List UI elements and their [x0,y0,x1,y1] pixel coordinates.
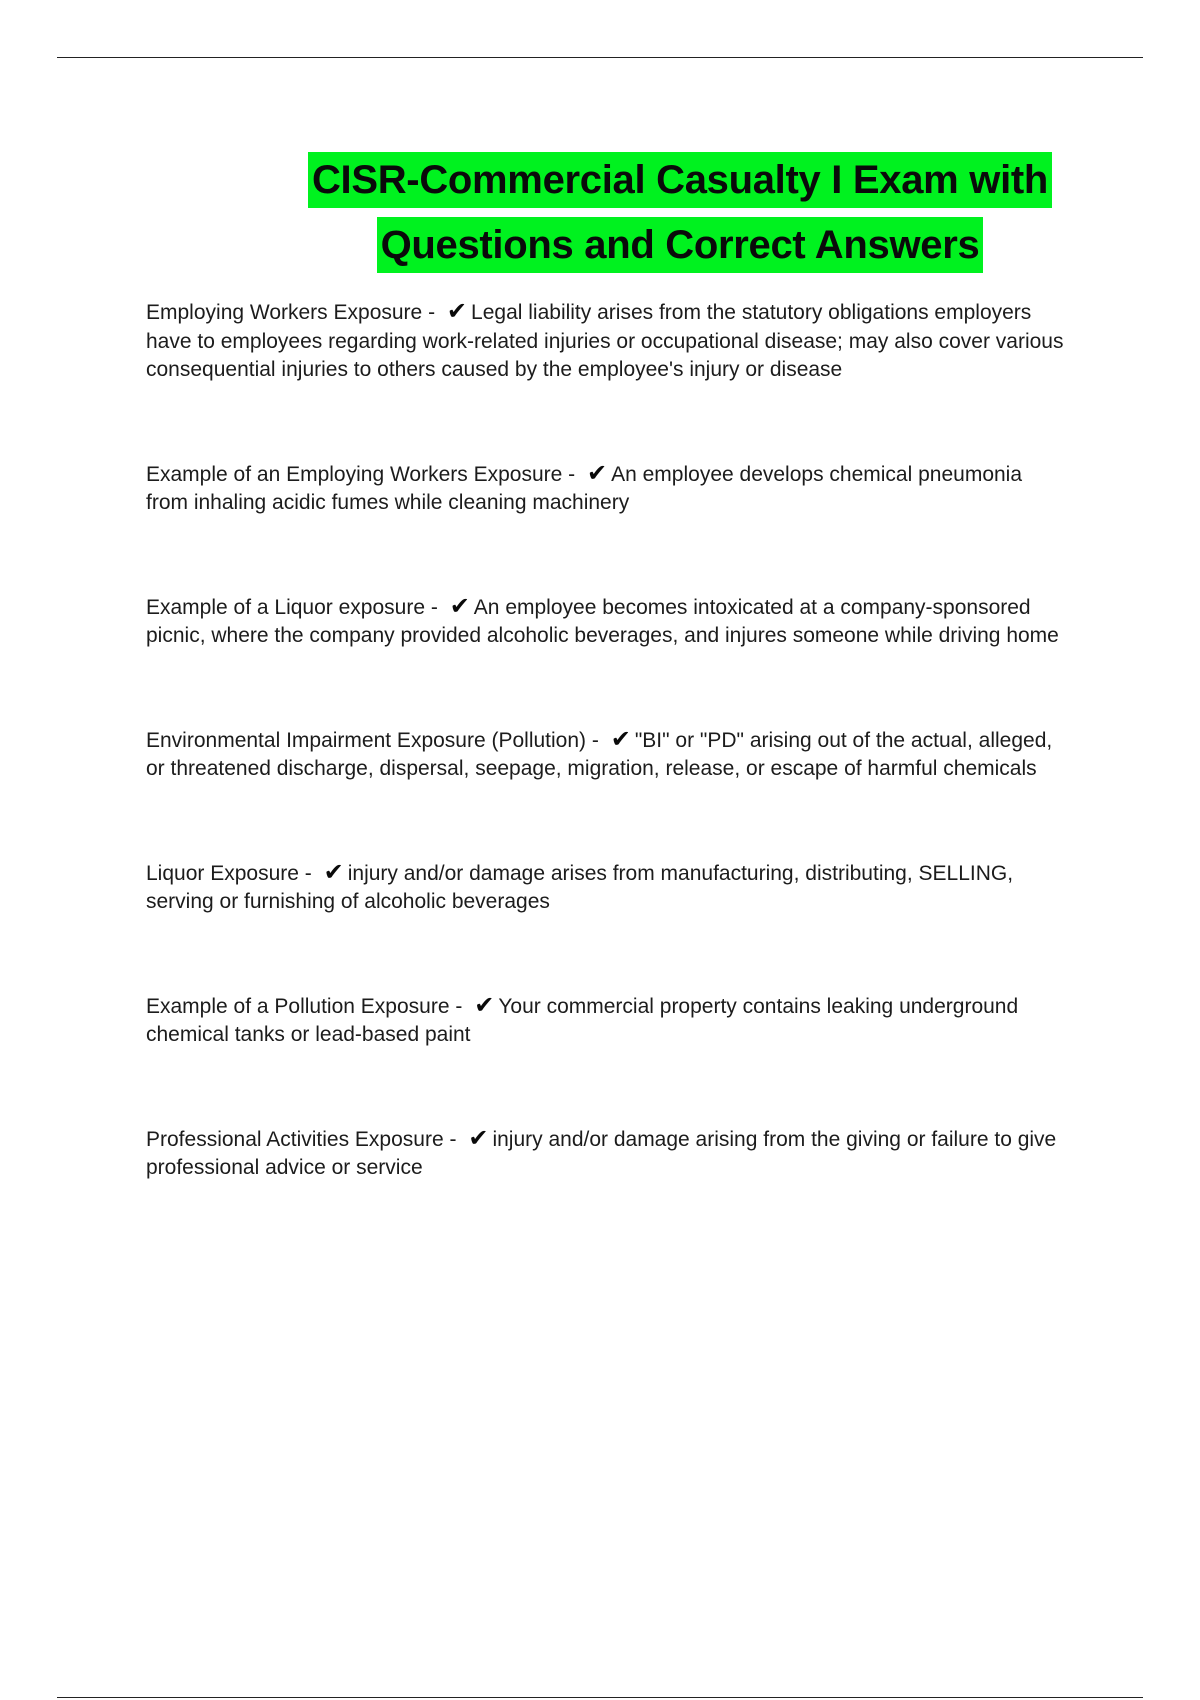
check-mark-icon: ✔ [474,990,495,1019]
question-text: Environmental Impairment Exposure (Pollution) [146,728,587,752]
answer-text: injury and/or damage arises from manufacturing, distributing, SELLING, serving or furnishing of alcoholic beverages [146,861,1014,913]
separator: - [304,861,312,885]
answer-text: Legal liability arises from the statutory obligations employers have to employees regarding work-related injuries or occupational disease; may also cover various consequential injuries to others caused by the employee's injury or disease [146,301,1064,381]
qa-item [146,299,1066,385]
separator: - [455,994,463,1018]
check-mark-icon: ✔ [610,724,631,753]
check-mark-icon: ✔ [446,297,468,325]
answer-text: An employee becomes intoxicated at a company-sponsored picnic, where the company provided alcoholic beverages, and injures someone while driving home [146,595,1059,647]
qa-list [146,299,1066,1183]
title-line-2: Questions and Correct Answers [377,217,984,273]
check-mark-icon: ✔ [449,591,470,620]
question-text: Example of a Pollution Exposure [146,994,450,1018]
question-text: Professional Activities Exposure [146,1127,444,1151]
separator: - [430,595,438,619]
title-line-1: CISR-Commercial Casualty I Exam with [308,152,1052,208]
qa-item [146,724,1066,784]
qa-item [146,458,1066,518]
qa-item [146,1123,1066,1183]
qa-item [146,990,1066,1050]
separator: - [449,1127,457,1151]
check-mark-icon: ✔ [468,1123,489,1152]
question-text: Example of a Liquor exposure [146,595,425,619]
question-text: Employing Workers Exposure [146,301,423,324]
answer-text: injury and/or damage arising from the giving or failure to give professional advice or service [146,1127,1057,1179]
top-rule [57,57,1143,58]
question-text: Liquor Exposure [146,861,299,885]
check-mark-icon: ✔ [587,458,608,487]
check-mark-icon: ✔ [323,857,344,886]
separator: - [591,728,599,752]
qa-item [146,857,1066,917]
separator: - [568,462,576,486]
question-text: Example of an Employing Workers Exposure [146,462,563,486]
answer-text: "BI" or "PD" arising out of the actual, alleged, or threatened discharge, dispersal, seepage, migration, release, or escape of harmful chemicals [146,728,1053,780]
answer-text: Your commercial property contains leaking underground chemical tanks or lead-based paint [146,994,1019,1046]
document-title [0,152,1200,273]
separator: - [428,301,436,324]
answer-text: An employee develops chemical pneumonia from inhaling acidic fumes while cleaning machinery [146,462,1023,514]
bottom-rule [57,1697,1143,1698]
qa-item [146,591,1066,651]
